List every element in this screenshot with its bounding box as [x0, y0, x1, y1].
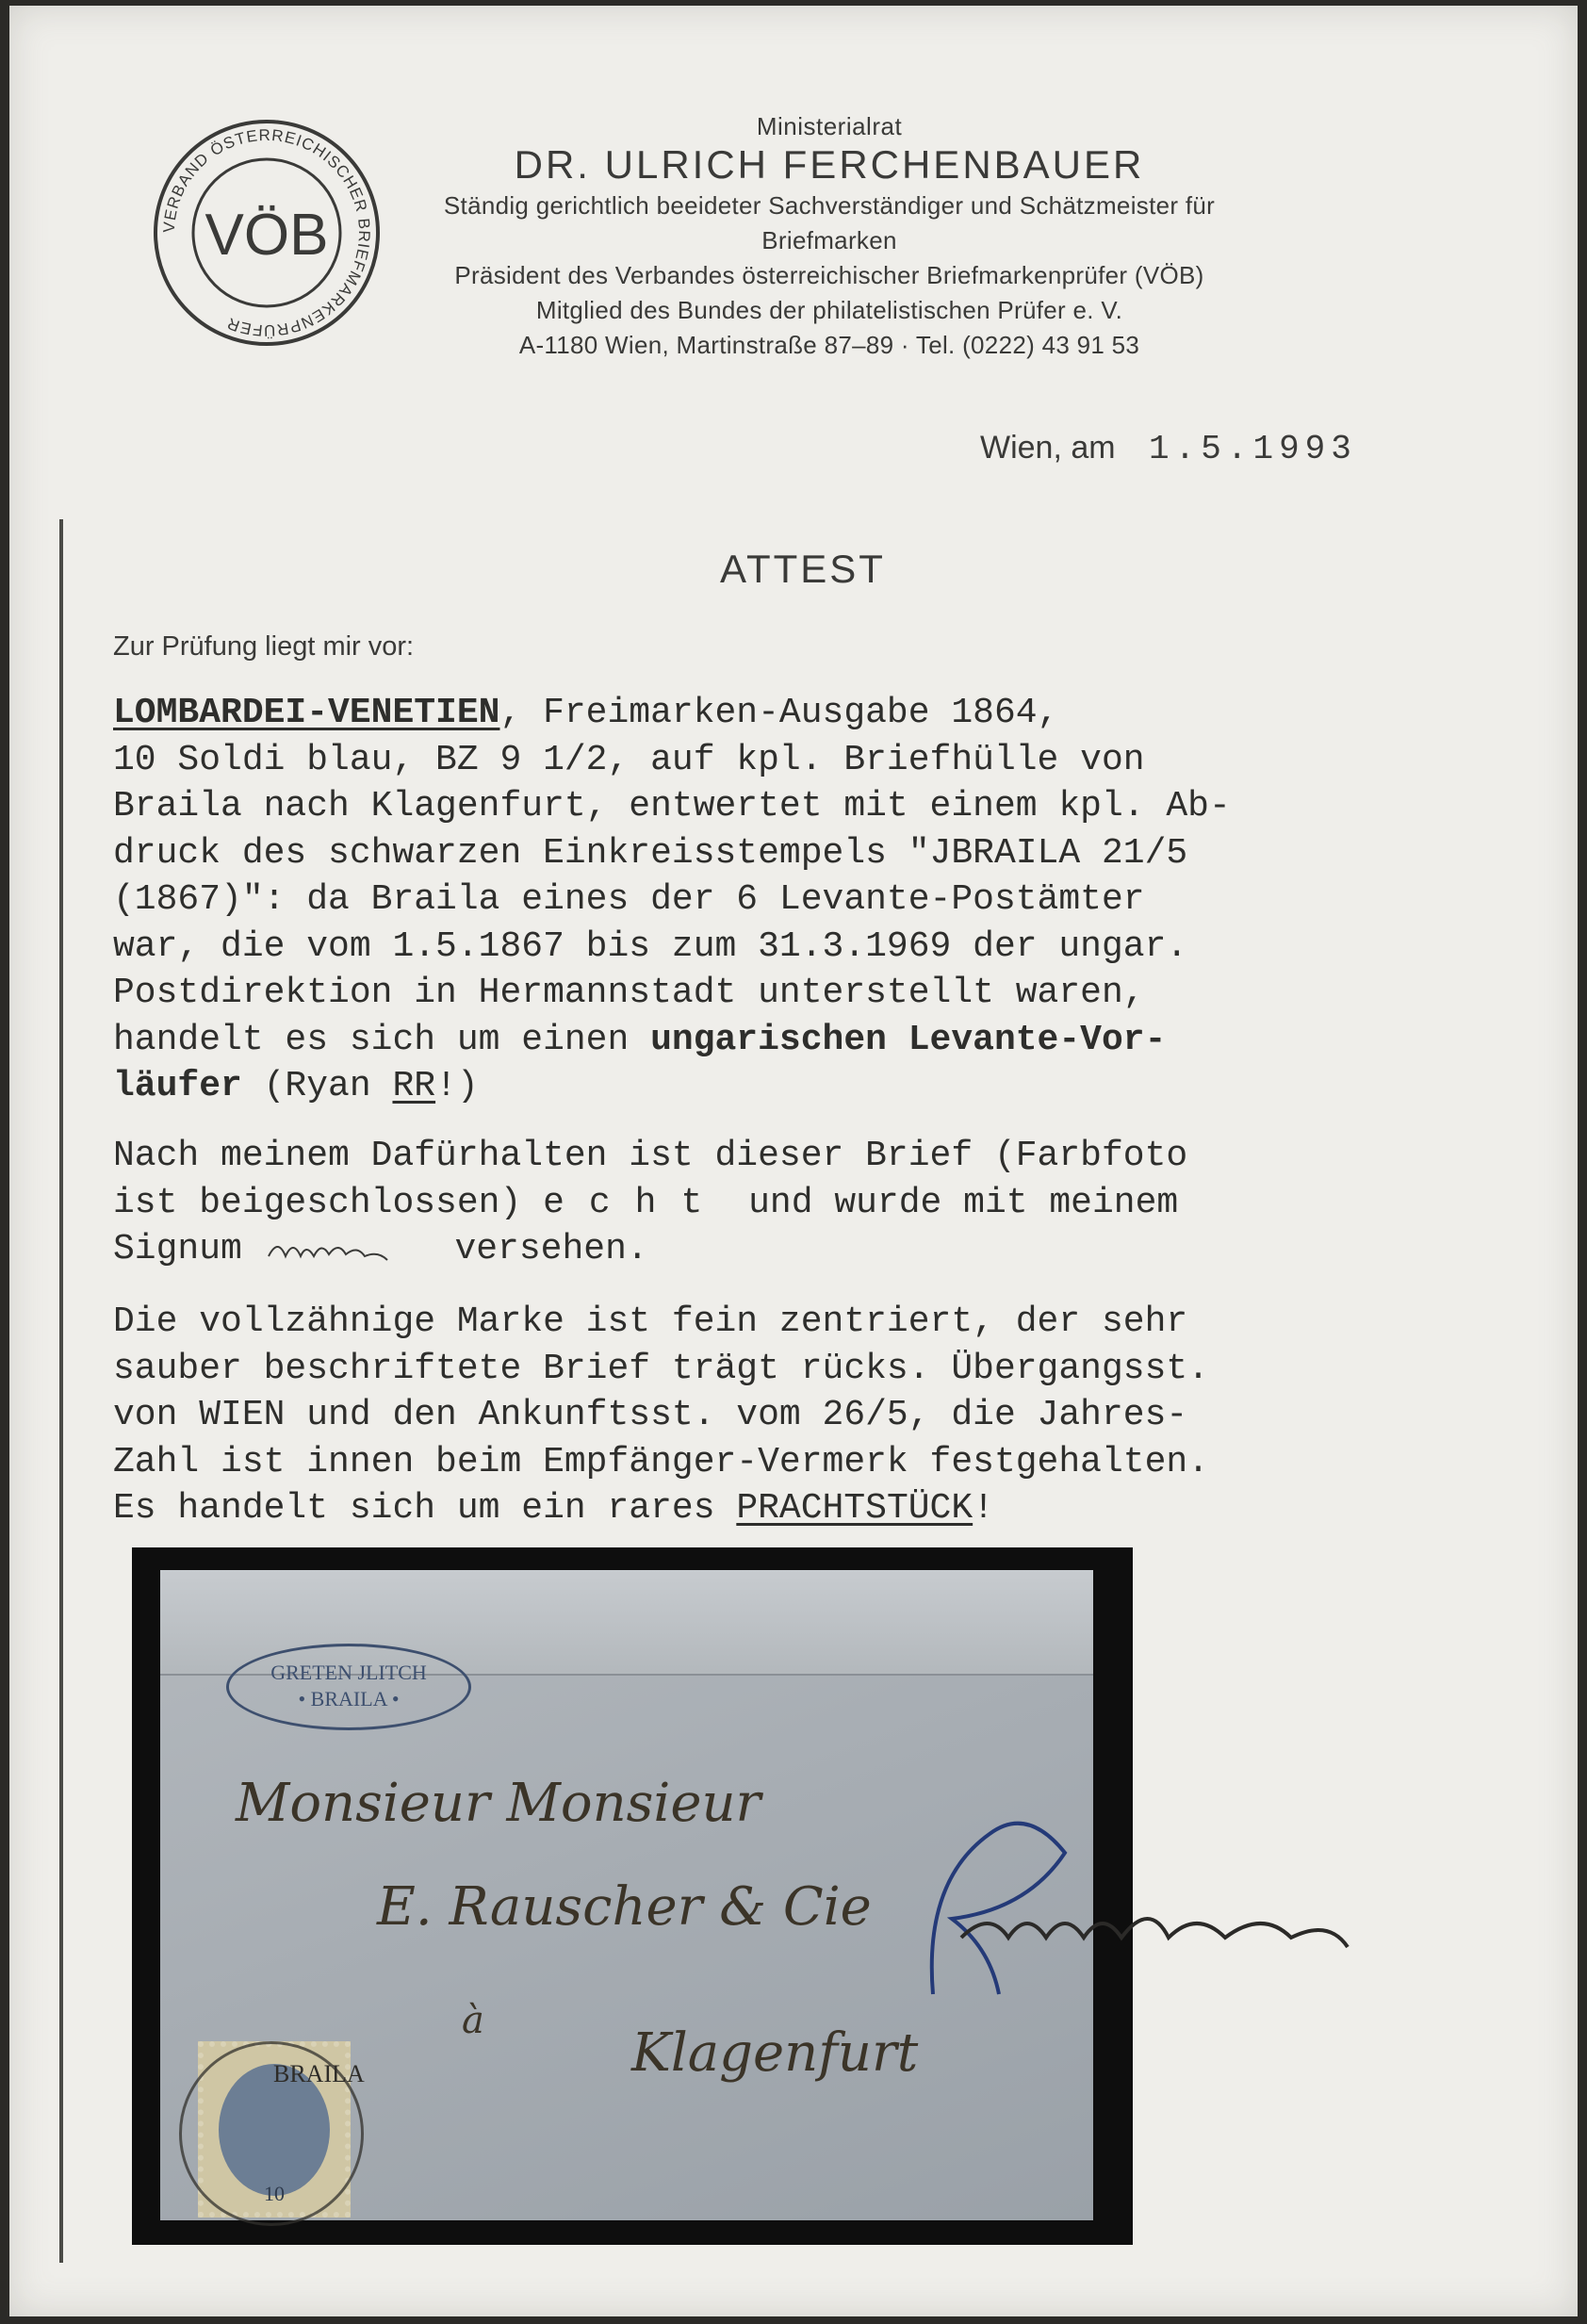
letterhead: [405, 111, 1253, 363]
voeb-seal-logo: [149, 115, 384, 351]
letterhead-role: Ministerialrat: [756, 112, 903, 140]
address-line-3: à: [462, 1999, 484, 2042]
text-line: ist beigeschlossen): [113, 1182, 544, 1223]
rarity-mark: RR: [392, 1066, 436, 1106]
address-line-1: Monsieur Monsieur: [236, 1773, 761, 1834]
letterhead-line-2: Präsident des Verbandes österreichischer Briefmarkenprüfer (VÖB): [454, 261, 1204, 289]
paragraph-opinion: [113, 1133, 1546, 1273]
text-line: und wurde mit meinem: [727, 1182, 1179, 1223]
text-line: Postdirektion in Hermannstadt unterstellt waren,: [113, 973, 1145, 1013]
emphasis-text: läufer: [113, 1066, 242, 1106]
certificate-sheet: [9, 6, 1578, 2316]
letterhead-line-1: Ständig gerichtlich beeideter Sachverständiger und Schätzmeister für Briefmarken: [443, 191, 1216, 254]
left-margin-rule: [59, 519, 63, 2263]
text-line: Braila nach Klagenfurt, entwertet mit einem kpl. Ab-: [113, 786, 1231, 826]
text-line: war, die vom 1.5.1867 bis zum 31.3.1969 der ungar.: [113, 925, 1188, 967]
text-line: Nach meinem Dafürhalten ist dieser Brief (Farbfoto: [113, 1136, 1188, 1176]
date-place: Wien, am: [980, 430, 1116, 466]
text-line: druck des schwarzen Einkreisstempels "JBRAILA 21/5: [113, 832, 1188, 874]
paragraph-condition: [113, 1299, 1546, 1532]
text-line: (Ryan: [241, 1066, 393, 1106]
text-line: sauber beschriftete Brief trägt rücks. Übergangsst.: [113, 1348, 1209, 1389]
date-line: [980, 430, 1357, 468]
text-line: versehen.: [433, 1229, 648, 1269]
text-line: von WIEN und den Ankunftsst. vom 26/5, die Jahres-: [113, 1395, 1188, 1435]
text-line: handelt es sich um einen: [113, 1019, 651, 1060]
sender-cachet-line-1: GRETEN JLITCH: [270, 1661, 427, 1684]
letterhead-line-3: Mitglied des Bundes der philatelistischen Prüfer e. V.: [535, 296, 1123, 324]
signum-signature-icon: [264, 1230, 434, 1268]
paragraph-description: [113, 690, 1546, 1110]
emphasis-text: ungarischen Levante-Vor-: [650, 1019, 1167, 1060]
date-value: 1.5.1993: [1149, 430, 1357, 468]
sender-cachet-line-2: • BRAILA •: [298, 1687, 400, 1710]
text-line: 10 Soldi blau, BZ 9 1/2, auf kpl. Briefhülle von: [113, 739, 1145, 780]
text-line: , Freimarken-Ausgabe 1864,: [499, 693, 1059, 733]
text-line: !): [435, 1066, 479, 1106]
address-line-2: E. Rauscher & Cie: [377, 1876, 872, 1938]
text-line: Es handelt sich um ein rares: [113, 1488, 737, 1529]
issue-name: LOMBARDEI-VENETIEN: [113, 693, 500, 733]
sender-cachet: [226, 1644, 471, 1730]
text-line: Zahl ist innen beim Empfänger-Vermerk festgehalten.: [113, 1441, 1209, 1482]
text-line: Die vollzähnige Marke ist fein zentriert, der sehr: [113, 1301, 1188, 1342]
postmark-text: BRAILA: [273, 2060, 365, 2087]
letterhead-line-4: A-1180 Wien, Martinstraße 87–89 · Tel. (0222) 43 91 53: [518, 331, 1140, 359]
genuine-word: echt: [543, 1182, 728, 1223]
text-line: Signum: [113, 1229, 264, 1269]
letterhead-name: DR. ULRICH FERCHENBAUER: [514, 142, 1145, 187]
svg-text:VÖB: VÖB: [205, 203, 329, 268]
stamp-value: 10: [264, 2182, 285, 2205]
address-line-4: Klagenfurt: [631, 2022, 919, 2084]
document-title: ATTEST: [720, 547, 886, 591]
intro-line: Zur Prüfung liegt mir vor:: [113, 631, 415, 662]
signature-icon: [584, 1777, 1432, 2022]
text-line: !: [973, 1488, 994, 1529]
text-line: (1867)": da Braila eines der 6 Levante-Postämter: [113, 879, 1145, 920]
svg-text:VERBAND ÖSTERREICHISCHER BRIEF: VERBAND ÖSTERREICHISCHER BRIEFMARKENPRÜFER: [159, 125, 374, 340]
verdict-word: PRACHTSTÜCK: [736, 1488, 973, 1529]
